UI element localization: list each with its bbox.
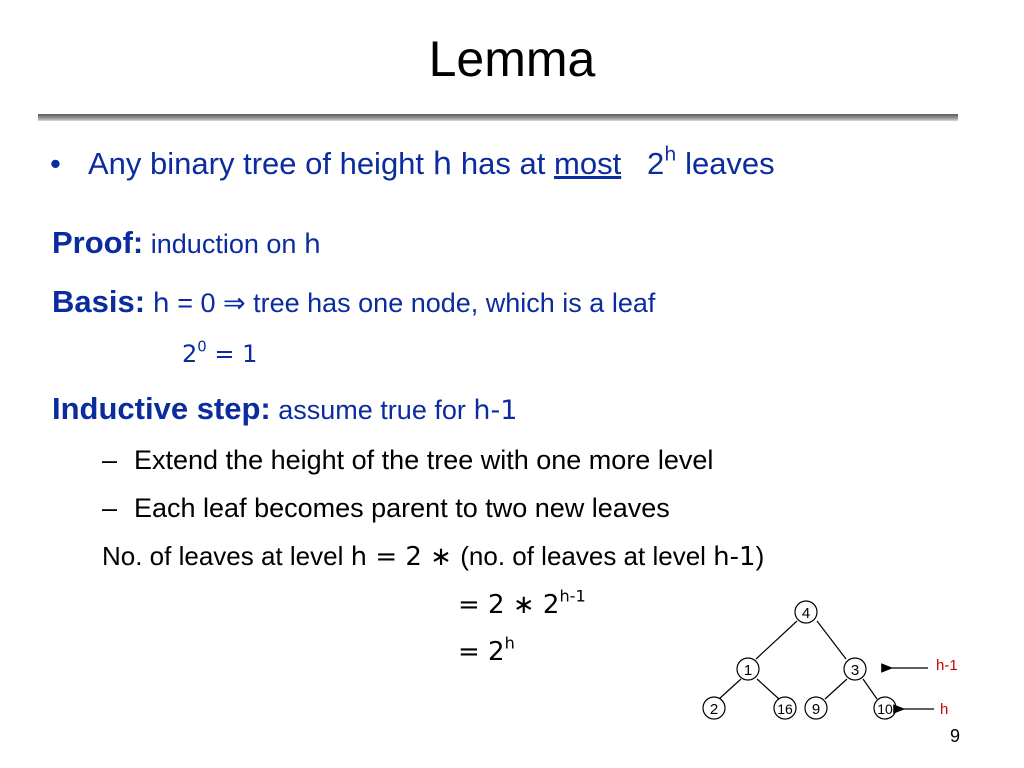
statement-text-b: has at xyxy=(452,146,554,181)
basis2-base: 2 xyxy=(182,340,198,368)
tree-node xyxy=(774,697,796,719)
node-label: 1 xyxy=(743,662,753,679)
leaves-var-h1: h-1 xyxy=(713,542,756,572)
proof-label: Proof: xyxy=(52,225,144,260)
leaves-text-c: ) xyxy=(755,541,765,571)
statement-text-a: Any binary tree of height xyxy=(88,146,433,181)
sub-bullet-dash: – xyxy=(102,445,118,475)
tree-node xyxy=(874,697,896,719)
tree-edge xyxy=(719,679,741,699)
tree-node-root xyxy=(795,601,817,623)
inductive-var: h-1 xyxy=(473,395,518,426)
node-label: 10 xyxy=(877,701,893,717)
level-label-h: h xyxy=(940,701,949,718)
eq1-text: = 2 ∗ 2 xyxy=(458,590,560,620)
leaves-text-a: No. of leaves at level xyxy=(102,541,351,571)
slide-title: Lemma xyxy=(428,31,596,87)
tree-edge xyxy=(825,679,847,699)
level-label-h-minus-1: h-1 xyxy=(936,657,958,674)
leaves-var-h: h xyxy=(350,542,368,572)
eq1-exp: h-1 xyxy=(559,586,586,606)
sub-bullet-dash: – xyxy=(102,493,118,523)
basis-rest: = 0 ⇒ tree has one node, which is a leaf xyxy=(169,288,656,318)
inductive-text: assume true for xyxy=(270,395,474,425)
node-label: 9 xyxy=(811,701,821,718)
tree-node xyxy=(805,697,827,719)
node-label: 4 xyxy=(801,605,811,622)
tree-node xyxy=(844,658,866,680)
page-number: 9 xyxy=(950,726,961,746)
tree-edge xyxy=(863,679,877,699)
node-label: 3 xyxy=(850,662,860,679)
statement-two: 2 xyxy=(647,146,665,181)
tree-node xyxy=(737,658,759,680)
eq2-exp: h xyxy=(504,633,515,653)
sub-bullet-text: Each leaf becomes parent to two new leaves xyxy=(134,493,670,523)
proof-text: induction on xyxy=(143,229,304,259)
leaves-eq: = 2 ∗ xyxy=(367,542,461,572)
tree-edge xyxy=(757,679,779,699)
eq2-text: = 2 xyxy=(458,637,505,667)
tree-edge xyxy=(817,621,846,659)
statement-exp: h xyxy=(664,142,677,166)
basis-label: Basis: xyxy=(52,284,146,319)
sub-bullet-text: Extend the height of the tree with one more level xyxy=(134,445,714,475)
tree-edge xyxy=(756,621,797,659)
statement-var-h: h xyxy=(432,146,453,182)
inductive-label: Inductive step: xyxy=(52,391,271,426)
statement-text-c: leaves xyxy=(676,146,775,181)
basis2-exp: 0 xyxy=(197,337,207,356)
basis-var: h xyxy=(152,288,170,319)
tree-node xyxy=(703,697,725,719)
basis2-rest: = 1 xyxy=(206,340,258,368)
proof-var: h xyxy=(303,229,322,260)
statement-most: most xyxy=(554,146,622,181)
leaves-text-b: (no. of leaves at level xyxy=(460,541,714,571)
node-label: 16 xyxy=(777,701,793,717)
bullet-symbol: • xyxy=(50,146,61,181)
node-label: 2 xyxy=(709,701,719,718)
